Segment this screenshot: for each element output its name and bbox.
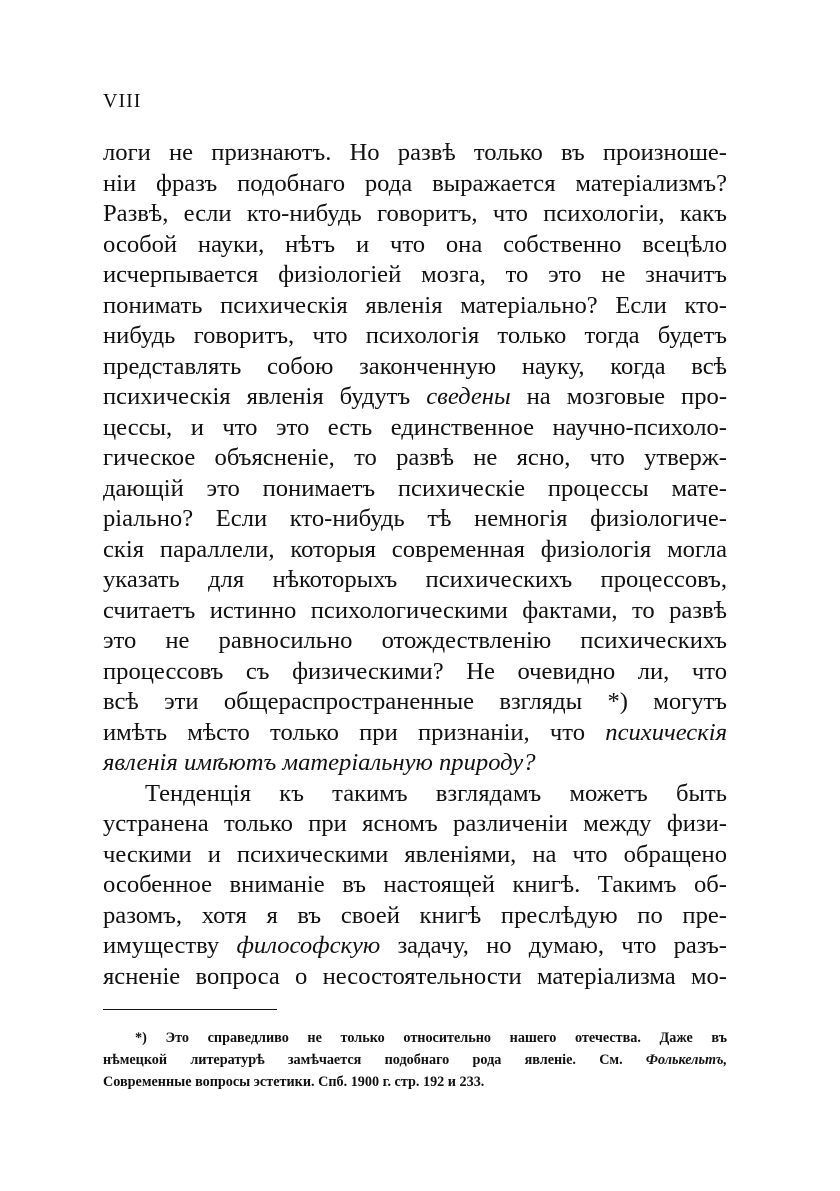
text-line: особенное вниманіе въ настоящей книгѣ. Такимъ об- (103, 871, 727, 898)
text-line: Развѣ, если кто-нибудь говоритъ, что психологіи, какъ (103, 200, 727, 227)
text-line (103, 748, 727, 779)
emphasis-text: сведены (426, 383, 511, 410)
footnote-divider (103, 1009, 277, 1010)
text-line: процессовъ съ физическими? Не очевидно ли, что (103, 657, 727, 685)
text-line (103, 718, 727, 749)
emphasis-text: явленія имѣютъ матеріальную природу? (103, 749, 536, 776)
emphasis-text: философскую (236, 932, 381, 959)
text-line: устранена только при ясномъ различеніи между физи- (103, 810, 727, 837)
text-line: понимать психическія явленія матеріально? Если кто- (103, 291, 727, 319)
text-line: всѣ эти общераспространенные взгляды *) могутъ (103, 688, 727, 715)
main-text (103, 138, 727, 992)
text-line: нибудь говоритъ, что психологія только тогда будетъ (103, 322, 727, 349)
text-line: особой науки, нѣтъ и что она собственно всецѣло (103, 230, 727, 258)
text-run: имуществу (103, 932, 220, 959)
text-line: это не равносильно отождествленію психическихъ (103, 627, 727, 654)
footnote (103, 1027, 727, 1093)
text-line: гическое объясненіе, то развѣ не ясно, что утверж- (103, 444, 727, 471)
text-line (103, 931, 727, 962)
text-run: имѣть мѣсто только при признаніи, что (103, 718, 586, 746)
text-run: психическія явленія будутъ (103, 383, 411, 410)
text-run: нѣмецкой литературѣ замѣчается подобнаго рода явленіе. См. (103, 1052, 623, 1068)
text-line: ческими и психическими явленіями, на что обращено (103, 840, 727, 868)
text-line: представлять собою законченную науку, когда всѣ (103, 352, 727, 380)
text-line: указать для нѣкоторыхъ психическихъ процессовъ, (103, 566, 727, 593)
footnote-line: Современные вопросы эстетики. Спб. 1900 г. стр. 192 и 233. (103, 1074, 485, 1090)
text-line: разомъ, хотя я въ своей книгѣ преслѣдую по пре- (103, 901, 727, 929)
text-line: исчерпывается физіологіей мозга, то это не значитъ (103, 261, 727, 288)
emphasis-text: психическія (605, 718, 727, 746)
text-line: скія параллели, которыя современная физіологія могла (103, 535, 727, 563)
text-line: ріально? Если кто-нибудь тѣ немногія физіологиче- (103, 505, 727, 532)
text-line: считаетъ истинно психологическими фактами, то развѣ (103, 596, 727, 624)
text-line (103, 382, 727, 413)
text-line: логи не признаютъ. Но развѣ только въ произноше- (103, 139, 727, 166)
footnote-line (103, 1049, 727, 1071)
emphasis-text: Фолькельтъ, (645, 1052, 728, 1068)
footnote-line: *) Это справедливо не только относительно нашего отечества. Даже въ (135, 1030, 727, 1046)
page-number: VIII (103, 90, 142, 112)
text-line: цессы, и что это есть единственное научно-психоло- (103, 413, 727, 441)
paragraph-start-line: Тенденція къ такимъ взглядамъ можетъ быть (145, 779, 727, 807)
text-run: на мозговые про- (526, 383, 728, 410)
text-run: задачу, но думаю, что разъ- (397, 932, 727, 959)
text-line: дающій это понимаетъ психическіе процессы мате- (103, 474, 727, 502)
text-line: ясненіе вопроса о несостоятельности матеріализма мо- (103, 962, 727, 990)
text-line: ніи фразъ подобнаго рода выражается матеріализмъ? (103, 169, 727, 197)
